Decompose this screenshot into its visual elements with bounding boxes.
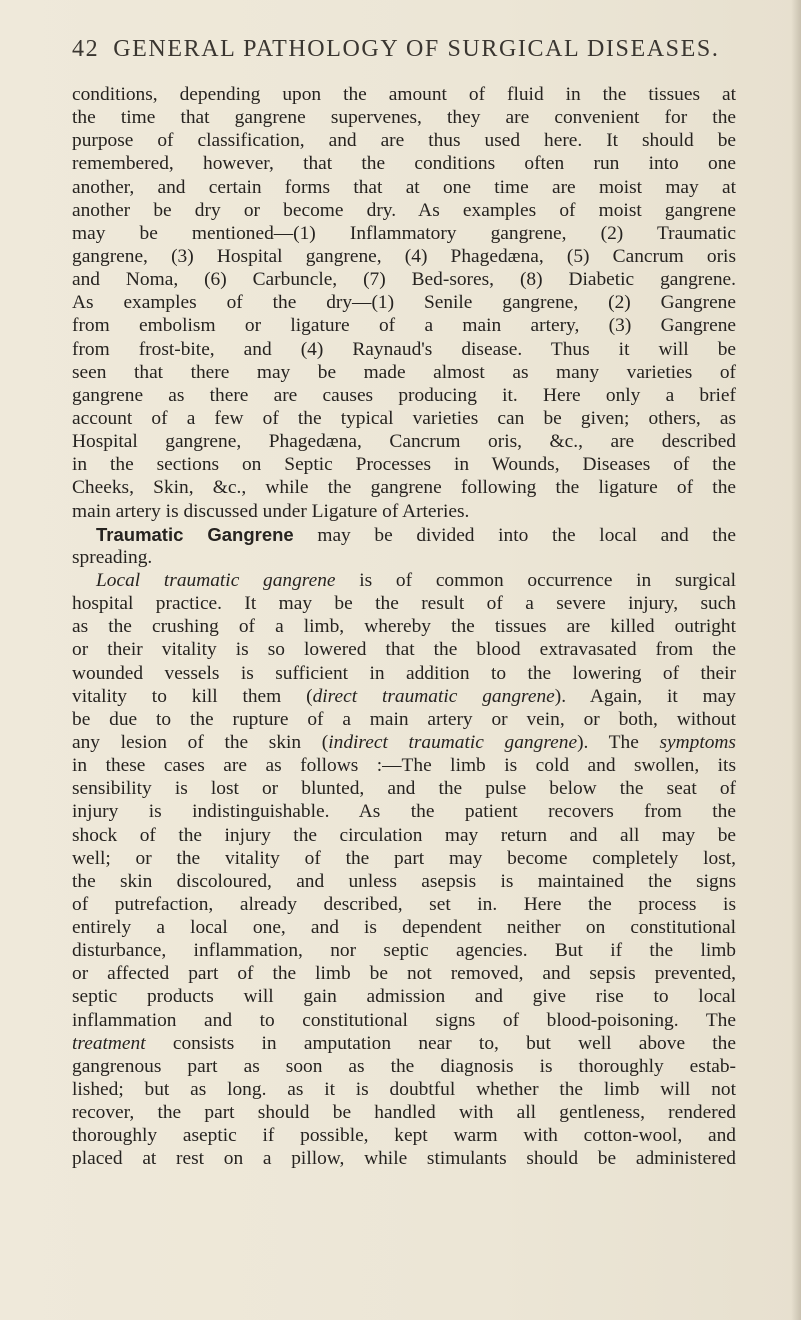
text-line <box>72 685 736 708</box>
text-line: seen that there may be made almost as many varieties of <box>72 361 736 383</box>
text-line: septic products will gain admission and give rise to local <box>72 986 736 1008</box>
text-line: another, and certain forms that at one time are moist may at <box>72 176 736 198</box>
text-line <box>72 569 736 592</box>
text-line: injury is indistinguishable. As the patient recovers from the <box>72 801 736 823</box>
body-text <box>72 83 736 1171</box>
text-line: account of a few of the typical varieties can be given; others, as <box>72 407 736 429</box>
text-line: inflammation and to constitutional signs of blood-poisoning. The <box>72 1009 736 1031</box>
text-line: may be mentioned—(1) Inflammatory gangrene, (2) Traumatic <box>72 222 736 244</box>
text-line: another be dry or become dry. As examples of moist gangrene <box>72 199 736 221</box>
italic-term: symptoms <box>659 731 736 753</box>
page-number: 42 <box>72 36 100 62</box>
section-heading: Traumatic Gangrene <box>96 523 294 545</box>
text-line: placed at rest on a pillow, while stimulants should be administered <box>72 1148 736 1170</box>
text-line: As examples of the dry—(1) Senile gangrene, (2) Gangrene <box>72 292 736 314</box>
text-line: as the crushing of a limb, whereby the tissues are killed outright <box>72 616 736 638</box>
text-line: recover, the part should be handled with all gentleness, rendered <box>72 1102 736 1124</box>
text-span: vitality to kill them ( <box>72 685 313 707</box>
text-line: or their vitality is so lowered that the blood extravasated from the <box>72 639 736 661</box>
text-line <box>72 523 736 546</box>
text-line: main artery is discussed under Ligature of Arteries. <box>72 500 470 522</box>
text-line: entirely a local one, and is dependent neither on constitutional <box>72 917 736 939</box>
text-line: from frost-bite, and (4) Raynaud's disease. Thus it will be <box>72 338 736 360</box>
italic-term: indirect traumatic gangrene <box>328 731 578 753</box>
text-line: of putrefaction, already described, set in. Here the process is <box>72 893 736 915</box>
text-line: conditions, depending upon the amount of fluid in the tissues at <box>72 84 736 105</box>
text-line: in these cases are as follows :—The limb is cold and swollen, its <box>72 755 736 777</box>
text-line: the time that gangrene supervenes, they are convenient for the <box>72 107 736 129</box>
italic-term: direct traumatic gangrene <box>312 685 555 707</box>
running-head <box>72 36 732 63</box>
text-span: ). Again, it may <box>554 685 736 707</box>
text-line: spreading. <box>72 546 153 568</box>
text-line: hospital practice. It may be the result of a severe injury, such <box>72 593 736 615</box>
text-span: is of common occurrence in surgical <box>359 569 736 591</box>
page-edge-shadow <box>791 0 801 1320</box>
text-line: well; or the vitality of the part may become completely lost, <box>72 847 736 869</box>
text-line <box>72 1032 736 1055</box>
text-line: thoroughly aseptic if possible, kept warm with cotton-wool, and <box>72 1125 736 1147</box>
italic-term: Local traumatic gangrene <box>96 569 336 591</box>
text-span: ). The <box>577 731 639 753</box>
text-line: or affected part of the limb be not removed, and sepsis prevented, <box>72 963 736 985</box>
text-line: disturbance, inflammation, nor septic agencies. But if the limb <box>72 940 736 962</box>
text-line: Cheeks, Skin, &c., while the gangrene following the ligature of the <box>72 477 736 499</box>
text-line: remembered, however, that the conditions often run into one <box>72 153 736 175</box>
text-line: be due to the rupture of a main artery or vein, or both, without <box>72 708 736 730</box>
text-line: the skin discoloured, and unless asepsis is maintained the signs <box>72 870 736 892</box>
text-line: Hospital gangrene, Phagedæna, Cancrum oris, &c., are described <box>72 431 736 453</box>
text-span: may be divided into the local and the <box>317 524 736 546</box>
text-line: gangrene as there are causes producing it. Here only a brief <box>72 384 736 406</box>
text-line: gangrenous part as soon as the diagnosis is thoroughly estab- <box>72 1055 736 1077</box>
text-line: wounded vessels is sufficient in addition to the lowering of their <box>72 662 736 684</box>
text-line: shock of the injury the circulation may return and all may be <box>72 824 736 846</box>
text-line: purpose of classification, and are thus used here. It should be <box>72 130 736 152</box>
text-line: gangrene, (3) Hospital gangrene, (4) Phagedæna, (5) Cancrum oris <box>72 245 736 267</box>
text-line: in the sections on Septic Processes in Wounds, Diseases of the <box>72 454 736 476</box>
text-span: any lesion of the skin ( <box>72 731 329 753</box>
text-line <box>72 731 736 754</box>
text-line: sensibility is lost or blunted, and the pulse below the seat of <box>72 778 736 800</box>
text-line: from embolism or ligature of a main artery, (3) Gangrene <box>72 315 736 337</box>
italic-term: treatment <box>72 1032 146 1054</box>
text-line: lished; but as long. as it is doubtful whether the limb will not <box>72 1079 736 1101</box>
text-line: and Noma, (6) Carbuncle, (7) Bed-sores, (8) Diabetic gangrene. <box>72 269 736 291</box>
running-title: GENERAL PATHOLOGY OF SURGICAL DISEASES. <box>113 36 720 62</box>
text-span: consists in amputation near to, but well above the <box>172 1032 736 1054</box>
